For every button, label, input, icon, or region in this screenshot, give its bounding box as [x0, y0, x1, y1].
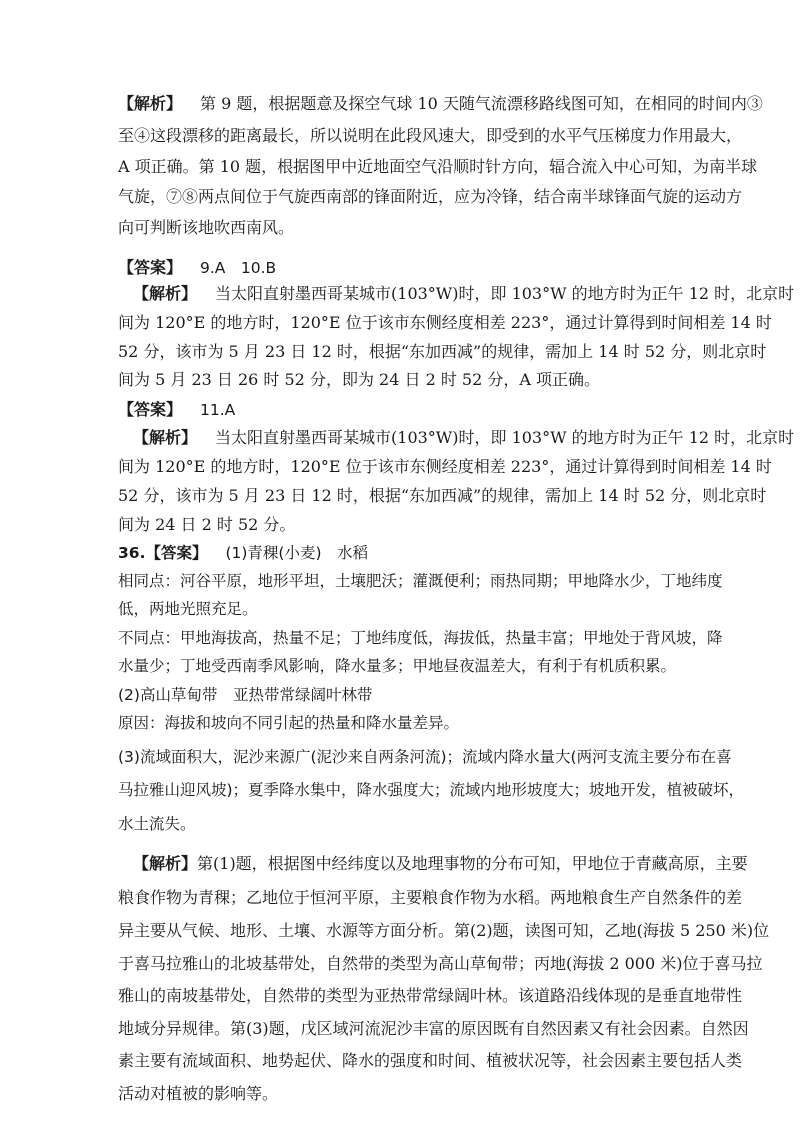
analysis-tag: 【解析】	[133, 428, 198, 447]
answer-text: 9.A 10.B	[200, 259, 277, 277]
analysis-line: 至④这段漂移的距离最长，所以说明在此段风速大，即受到的水平气压梯度力作用最大，	[118, 126, 743, 145]
analysis-line: 间为 24 日 2 时 52 分。	[118, 515, 296, 534]
analysis-line	[133, 853, 748, 875]
analysis-text: 当太阳直射墨西哥某城市(103°W)时，即 103°W 的地方时为正午 12 时，北京时	[215, 284, 795, 303]
analysis-tag: 【解析】	[133, 284, 198, 303]
answer-line: (2)高山草甸带 亚热带常绿阔叶林带	[118, 686, 373, 704]
analysis-line: 于喜马拉雅山的北坡基带处，自然带的类型为高山草甸带；丙地(海拔 2 000 米)位于喜马拉	[118, 954, 763, 973]
analysis-line: 向可判断该地吹西南风。	[118, 218, 295, 237]
analysis-line: 间为 5 月 23 日 26 时 52 分，即为 24 日 2 时 52 分，A 项正确。	[118, 370, 601, 389]
analysis-line: 粮食作物为青稞；乙地位于恒河平原，主要粮食作物为水稻。两地粮食生产自然条件的差	[118, 888, 743, 907]
analysis-line	[118, 93, 763, 115]
analysis-text: 当太阳直射墨西哥某城市(103°W)时，即 103°W 的地方时为正午 12 时，北京时	[215, 428, 795, 447]
answer-line: 不同点：甲地海拔高，热量不足；丁地纬度低，海拔低，热量丰富；甲地处于背风坡，降	[118, 629, 723, 647]
analysis-line: 气旋，⑦⑧两点间位于气旋西南部的锋面附近，应为冷锋，结合南半球锋面气旋的运动方	[118, 187, 743, 206]
analysis-line: 雅山的南坡基带处，自然带的类型为亚热带常绿阔叶林。该道路沿线体现的是垂直地带性	[118, 986, 743, 1005]
analysis-line: 素主要有流域面积、地势起伏、降水的强度和时间、植被状况等，社会因素主要包括人类	[118, 1051, 743, 1070]
answer-line: 水土流失。	[118, 815, 196, 833]
analysis-tag: 【解析】	[118, 94, 183, 113]
answer-line: 相同点：河谷平原，地形平坦，土壤肥沃；灌溉便利；雨热同期；甲地降水少，丁地纬度	[118, 572, 723, 590]
answer-line: 水量少；丁地受西南季风影响，降水量多；甲地昼夜温差大，有利于有机质积累。	[118, 657, 677, 675]
answer-line	[118, 399, 698, 421]
answer-line: (3)流域面积大，泥沙来源广(泥沙来自两条河流)；流域内降水量大(两河支流主要分布在喜	[118, 748, 732, 766]
analysis-line: 52 分，该市为 5 月 23 日 12 时，根据“东加西减”的规律，需加上 14 时 52 分，则北京时	[118, 486, 767, 505]
answer-line	[118, 257, 698, 279]
analysis-text: 第 9 题，根据题意及探空气球 10 天随气流漂移路线图可知，在相同的时间内③	[200, 94, 763, 113]
analysis-line: A 项正确。第 10 题，根据图甲中近地面空气沿顺时针方向，辐合流入中心可知，为南半球	[118, 157, 758, 176]
analysis-line: 间为 120°E 的地方时，120°E 位于该市东侧经度相差 223°，通过计算得到时间相差 14 时	[118, 457, 772, 476]
answer-line: 原因：海拔和坡向不同引起的热量和降水量差异。	[118, 714, 460, 732]
answer-36-line	[118, 542, 698, 564]
answer-tag: 【答案】	[118, 258, 183, 277]
answer-tag: 【答案】	[118, 400, 183, 419]
analysis-line: 52 分，该市为 5 月 23 日 12 时，根据“东加西减”的规律，需加上 14 时 52 分，则北京时	[118, 342, 767, 361]
answer-line: 马拉雅山迎风坡)；夏季降水集中，降水强度大；流域内地形坡度大；坡地开发，植被破坏，	[118, 781, 745, 799]
analysis-line	[133, 427, 795, 449]
analysis-line: 活动对植被的影响等。	[118, 1084, 279, 1103]
analysis-line	[133, 283, 795, 305]
answer-text: 11.A	[200, 401, 236, 419]
analysis-text: 第(1)题，根据图中经纬度以及地理事物的分布可知，甲地位于青藏高原，主要	[197, 854, 748, 873]
analysis-tag: 【解析】	[133, 854, 198, 873]
analysis-line: 间为 120°E 的地方时，120°E 位于该市东侧经度相差 223°，通过计算得到时间相差 14 时	[118, 313, 772, 332]
analysis-line: 异主要从气候、地形、土壤、水源等方面分析。第(2)题，读图可知，乙地(海拔 5 250 米)位	[118, 921, 770, 940]
answer-line: 低，两地光照充足。	[118, 600, 258, 618]
analysis-line: 地域分异规律。第(3)题，戊区域河流泥沙丰富的原因既有自然因素又有社会因素。自然因	[118, 1019, 749, 1038]
answer-36-first: (1)青稞(小麦) 水稻	[225, 544, 369, 562]
answer-36-label: 36.【答案】	[118, 544, 208, 562]
